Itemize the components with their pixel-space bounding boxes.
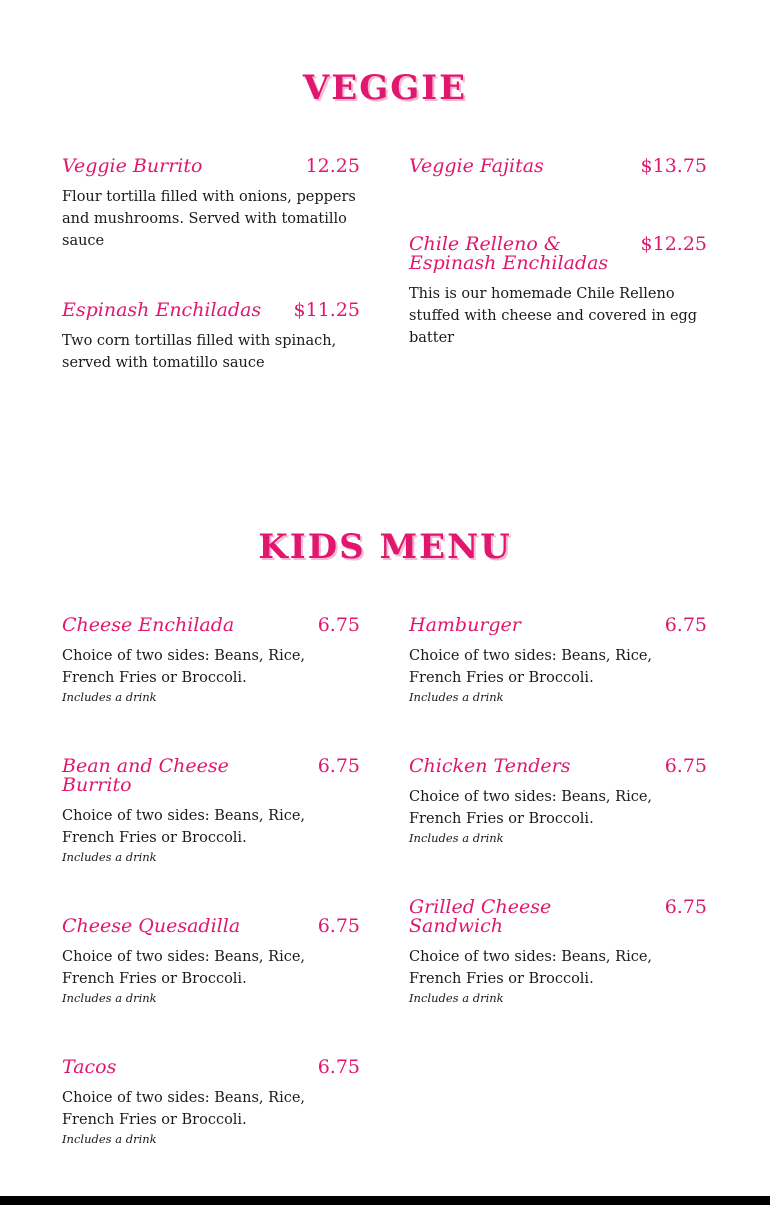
item-price: 6.75 xyxy=(317,915,360,937)
item-price: 6.75 xyxy=(664,896,707,918)
item-description: Two corn tortillas filled with spinach, served with tomatillo sauce xyxy=(62,333,337,371)
item-note: Includes a drink xyxy=(409,991,504,1005)
menu-item-espinash-enchiladas xyxy=(62,301,360,374)
kids-menu-section-title: KIDS MENU xyxy=(258,527,512,567)
menu-item-cheese-enchilada xyxy=(62,616,360,705)
item-note: Includes a drink xyxy=(409,690,504,704)
menu-item-tacos xyxy=(62,1058,360,1147)
item-price: 6.75 xyxy=(317,1056,360,1078)
veggie-section-title: VEGGIE xyxy=(302,68,468,108)
item-note: Includes a drink xyxy=(62,1132,157,1146)
item-note: Includes a drink xyxy=(409,831,504,845)
item-name: Veggie Fajitas xyxy=(409,155,544,177)
menu-item-chicken-tenders xyxy=(409,757,707,846)
item-name: Tacos xyxy=(62,1056,117,1078)
item-price: $12.25 xyxy=(640,233,707,255)
item-description: Choice of two sides: Beans, Rice, French Fries or Broccoli. xyxy=(409,648,653,686)
item-price: $11.25 xyxy=(293,299,360,321)
item-description: Choice of two sides: Beans, Rice, French Fries or Broccoli. xyxy=(62,1090,306,1128)
item-description: Choice of two sides: Beans, Rice, French Fries or Broccoli. xyxy=(409,789,653,827)
item-description: Choice of two sides: Beans, Rice, French Fries or Broccoli. xyxy=(62,949,306,987)
item-description: Choice of two sides: Beans, Rice, French Fries or Broccoli. xyxy=(409,949,653,987)
item-description: Flour tortilla filled with onions, peppers and mushrooms. Served with tomatillo sauce xyxy=(62,189,356,249)
menu-item-veggie-fajitas xyxy=(409,157,707,176)
item-price: 12.25 xyxy=(305,155,360,177)
footer-bar xyxy=(0,1196,770,1205)
menu-item-veggie-burrito xyxy=(62,157,360,252)
menu-item-cheese-quesadilla xyxy=(62,917,360,1006)
menu-item-bean-and-cheese-burrito xyxy=(62,757,360,865)
item-price: 6.75 xyxy=(664,755,707,777)
item-note: Includes a drink xyxy=(62,850,157,864)
menu-item-hamburger xyxy=(409,616,707,705)
item-description: Choice of two sides: Beans, Rice, French Fries or Broccoli. xyxy=(62,808,306,846)
item-name: Grilled Cheese Sandwich xyxy=(409,896,552,937)
item-description: Choice of two sides: Beans, Rice, French Fries or Broccoli. xyxy=(62,648,306,686)
item-price: 6.75 xyxy=(664,614,707,636)
item-name: Bean and Cheese Burrito xyxy=(62,755,229,796)
item-note: Includes a drink xyxy=(62,690,157,704)
item-name: Cheese Quesadilla xyxy=(62,915,241,937)
item-name: Chile Relleno & Espinash Enchiladas xyxy=(409,233,609,274)
item-price: $13.75 xyxy=(640,155,707,177)
item-price: 6.75 xyxy=(317,614,360,636)
item-name: Hamburger xyxy=(409,614,521,636)
item-name: Cheese Enchilada xyxy=(62,614,235,636)
item-name: Espinash Enchiladas xyxy=(62,299,262,321)
item-name: Veggie Burrito xyxy=(62,155,203,177)
menu-item-grilled-cheese-sandwich xyxy=(409,898,707,1006)
item-description: This is our homemade Chile Relleno stuffed with cheese and covered in egg batter xyxy=(409,286,698,346)
item-name: Chicken Tenders xyxy=(409,755,571,777)
menu-item-chile-relleno-espinash-enchiladas xyxy=(409,235,707,349)
item-note: Includes a drink xyxy=(62,991,157,1005)
item-price: 6.75 xyxy=(317,755,360,777)
